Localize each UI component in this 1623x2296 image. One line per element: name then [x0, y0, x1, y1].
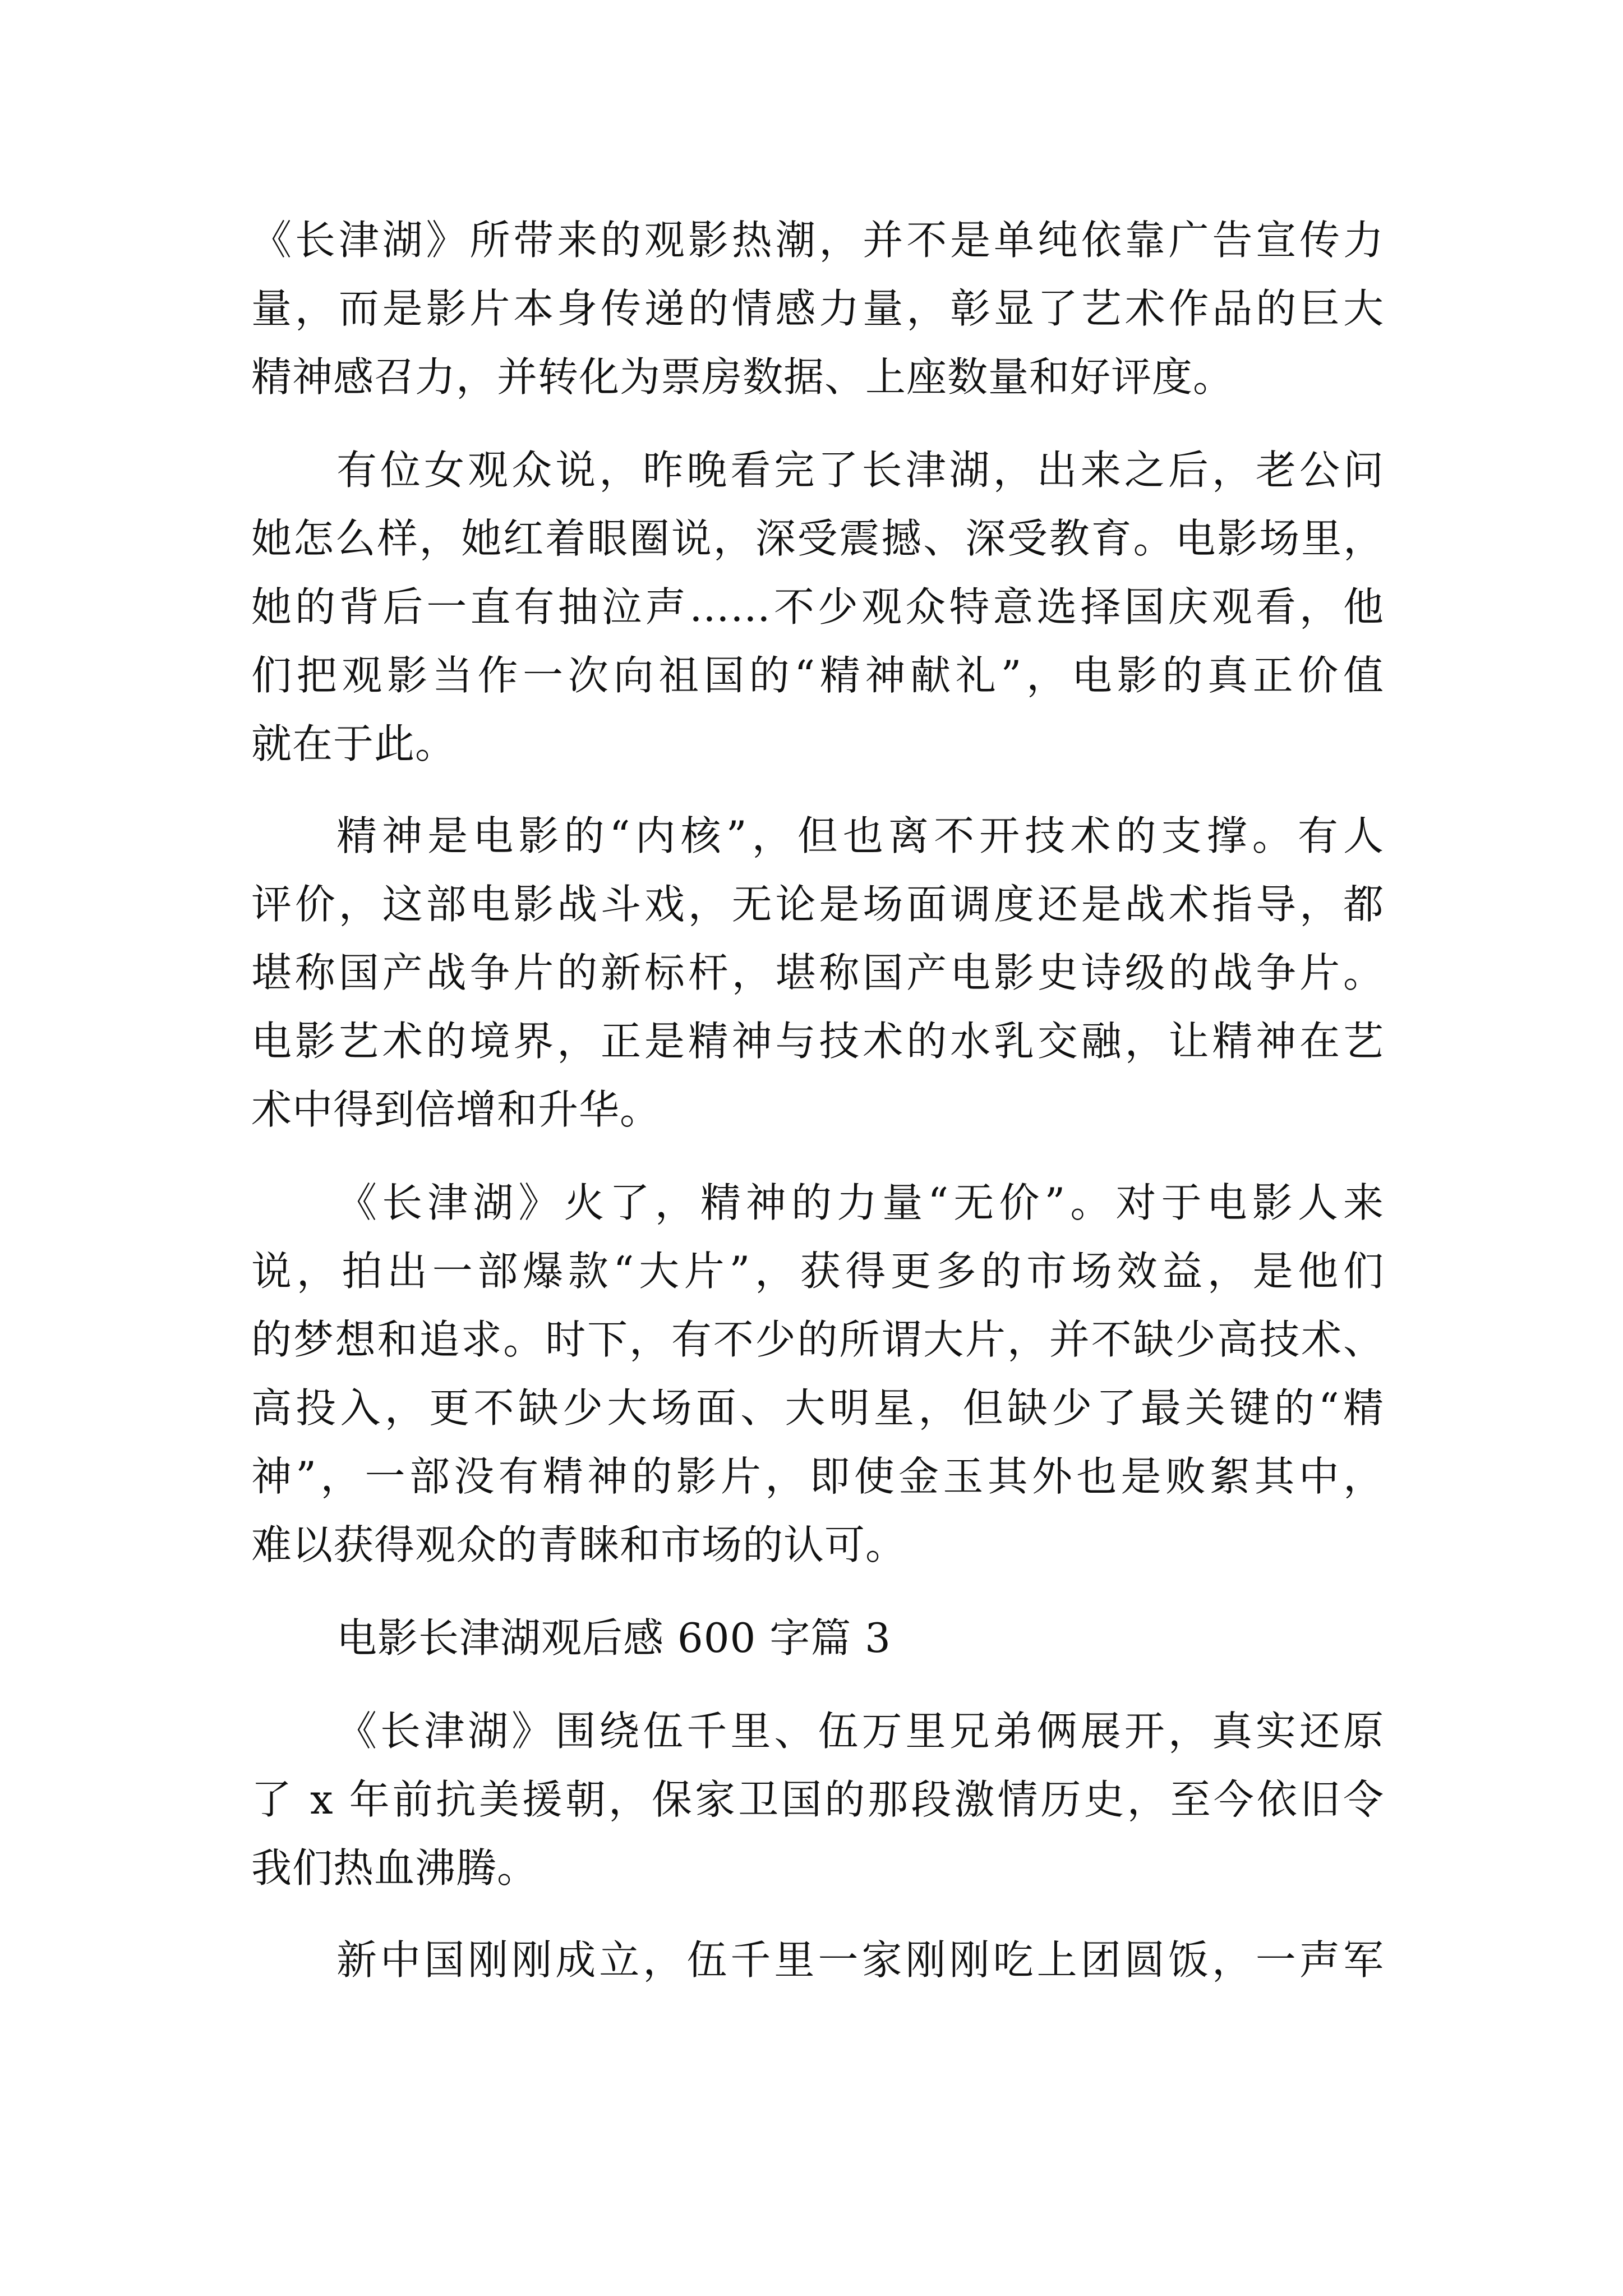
- paragraph-line: 了 x 年前抗美援朝，保家卫国的那段激情历史，至今依旧令: [251, 1776, 1384, 1823]
- paragraph-line: 她怎么样，她红着眼圈说，深受震撼、深受教育。电影场里，: [251, 515, 1384, 562]
- paragraph-line: 《长津湖》所带来的观影热潮，并不是单纯依靠广告宣传力: [251, 217, 1384, 264]
- paragraph-line: 们把观影当作一次向祖国的“精神献礼”，电影的真正价值: [251, 652, 1384, 699]
- paragraph-line: 高投入，更不缺少大场面、大明星，但缺少了最关键的“精: [251, 1384, 1384, 1432]
- paragraph-line: 《长津湖》围绕伍千里、伍万里兄弟俩展开，真实还原: [336, 1708, 1384, 1755]
- paragraph-line: 量，而是影片本身传递的情感力量，彰显了艺术作品的巨大: [251, 285, 1384, 332]
- paragraph-line: 的梦想和追求。时下，有不少的所谓大片，并不缺少高技术、: [251, 1316, 1384, 1363]
- paragraph-line: 堪称国产战争片的新标杆，堪称国产电影史诗级的战争片。: [251, 949, 1384, 996]
- paragraph-line: 《长津湖》火了，精神的力量“无价”。对于电影人来: [336, 1179, 1384, 1226]
- paragraph-line: 我们热血沸腾。: [251, 1844, 538, 1892]
- paragraph-line: 说，拍出一部爆款“大片”，获得更多的市场效益，是他们: [251, 1248, 1384, 1295]
- paragraph-line: 神”，一部没有精神的影片，即使金玉其外也是败絮其中，: [251, 1453, 1384, 1500]
- paragraph-line: 新中国刚刚成立，伍千里一家刚刚吃上团圆饭，一声军: [336, 1936, 1384, 1984]
- paragraph-line: 有位女观众说，昨晚看完了长津湖，出来之后，老公问: [336, 447, 1384, 494]
- paragraph-line: 就在于此。: [251, 720, 457, 767]
- paragraph-line: 精神是电影的“内核”，但也离不开技术的支撑。有人: [336, 812, 1384, 859]
- paragraph-line: 电影艺术的境界，正是精神与技术的水乳交融，让精神在艺: [251, 1018, 1384, 1065]
- paragraph-line: 难以获得观众的青睐和市场的认可。: [251, 1521, 907, 1568]
- paragraph-line: 她的背后一直有抽泣声……不少观众特意选择国庆观看，他: [251, 583, 1384, 631]
- paragraph-line: 评价，这部电影战斗戏，无论是场面调度还是战术指导，都: [251, 881, 1384, 928]
- section-heading: 电影长津湖观后感 600 字篇 3: [336, 1614, 891, 1662]
- paragraph-line: 精神感召力，并转化为票房数据、上座数量和好评度。: [251, 353, 1234, 401]
- paragraph-line: 术中得到倍增和升华。: [251, 1086, 661, 1133]
